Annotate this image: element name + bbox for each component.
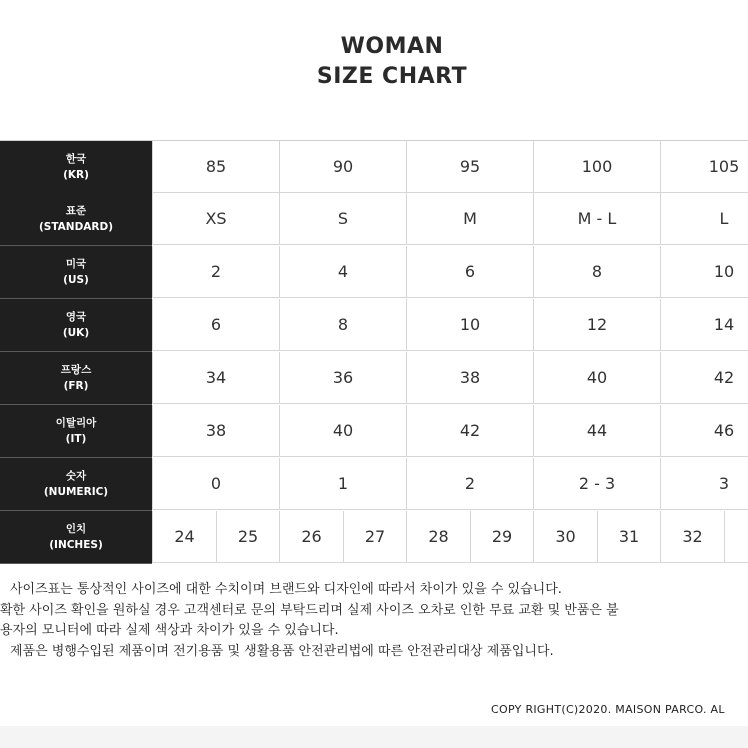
size-cell: 3 [660, 458, 748, 510]
size-cell: S [279, 193, 406, 245]
size-cell: 2 [406, 458, 533, 510]
note-line: 사이즈표는 통상적인 사이즈에 대한 수치이며 브랜드와 디자인에 따라서 차이가 있을 수 있습니다. [10, 582, 562, 597]
size-cell: 105 [660, 141, 748, 193]
row-header-en: (IT) [65, 433, 87, 445]
row-header [0, 193, 152, 246]
size-cell: 100 [533, 141, 660, 193]
size-cell: 8 [533, 246, 660, 298]
row-header-ko: 숫자 [65, 470, 87, 482]
size-cell: 32 [660, 511, 724, 563]
row-header [0, 511, 152, 564]
row-header [0, 141, 152, 194]
chart-title-woman: WOMAN [340, 34, 444, 59]
size-cell: 24 [152, 511, 216, 563]
size-cell: 90 [279, 141, 406, 193]
size-row [0, 299, 748, 352]
size-cell: 4 [279, 246, 406, 298]
size-cell: 38 [152, 405, 279, 457]
size-row [0, 140, 748, 194]
note-line: 제품은 병행수입된 제품이며 전기용품 및 생활용품 안전관리법에 따른 안전관리대상 제품입니다. [10, 643, 554, 659]
size-cell: 30 [533, 511, 597, 563]
size-cell: 29 [470, 511, 534, 563]
size-row [0, 352, 748, 405]
size-cell [724, 511, 748, 563]
size-cell: 6 [152, 299, 279, 351]
size-row [0, 458, 748, 511]
size-cell: 2 - 3 [533, 458, 660, 510]
size-row [0, 246, 748, 299]
size-cell: L [660, 193, 748, 245]
size-cell: 8 [279, 299, 406, 351]
size-cell: 40 [279, 405, 406, 457]
row-header-ko: 인치 [65, 523, 87, 535]
row-header-en: (UK) [62, 327, 90, 339]
footer-bar [0, 726, 748, 748]
size-cell: 36 [279, 352, 406, 404]
size-cell: 6 [406, 246, 533, 298]
size-cell: 2 [152, 246, 279, 298]
row-header-ko: 프랑스 [60, 364, 92, 376]
size-cell: 46 [660, 405, 748, 457]
row-header-en: (KR) [63, 169, 89, 181]
size-cell: 28 [406, 511, 470, 563]
size-cell: 31 [597, 511, 661, 563]
size-cell: 12 [533, 299, 660, 351]
size-cell: XS [152, 193, 279, 245]
row-header-en: (INCHES) [49, 539, 103, 551]
size-cell: 10 [406, 299, 533, 351]
row-header-en: (US) [63, 274, 89, 286]
row-header [0, 299, 152, 352]
row-header-ko: 미국 [65, 258, 87, 270]
size-cell: 85 [152, 141, 279, 193]
size-cell: 26 [279, 511, 343, 563]
row-header-en: (FR) [63, 380, 89, 392]
row-header [0, 405, 152, 458]
size-cell: M - L [533, 193, 660, 245]
size-cell: 42 [406, 405, 533, 457]
size-cell: 38 [406, 352, 533, 404]
notes [0, 580, 748, 662]
size-cell: 95 [406, 141, 533, 193]
row-header-en: (STANDARD) [38, 221, 114, 233]
row-header [0, 352, 152, 405]
size-row [0, 193, 748, 246]
size-cell: 14 [660, 299, 748, 351]
note-line: 용자의 모니터에 따라 실제 색상과 차이가 있을 수 있습니다. [0, 623, 339, 638]
size-cell: M [406, 193, 533, 245]
row-header-en: (NUMERIC) [43, 486, 109, 498]
size-cell: 10 [660, 246, 748, 298]
row-header-ko: 표준 [65, 205, 87, 217]
size-cell: 44 [533, 405, 660, 457]
size-row [0, 511, 748, 564]
size-cell: 34 [152, 352, 279, 404]
chart-title-size-chart: SIZE CHART [316, 64, 468, 89]
size-cell: 25 [216, 511, 280, 563]
row-header [0, 246, 152, 299]
row-header-ko: 이탈리아 [55, 417, 97, 429]
note-line: 확한 사이즈 확인을 원하실 경우 고객센터로 문의 부탁드리며 실제 사이즈 오차로 인한 무료 교환 및 반품은 불 [0, 602, 619, 618]
row-header-ko: 한국 [65, 153, 87, 165]
row-header-ko: 영국 [65, 311, 87, 323]
size-cell: 42 [660, 352, 748, 404]
size-cell: 0 [152, 458, 279, 510]
size-row [0, 405, 748, 458]
copyright-text: COPY RIGHT(C)2020. MAISON PARCO. AL [491, 703, 725, 716]
size-cell: 40 [533, 352, 660, 404]
size-cell: 27 [343, 511, 407, 563]
row-header [0, 458, 152, 511]
size-cell: 1 [279, 458, 406, 510]
